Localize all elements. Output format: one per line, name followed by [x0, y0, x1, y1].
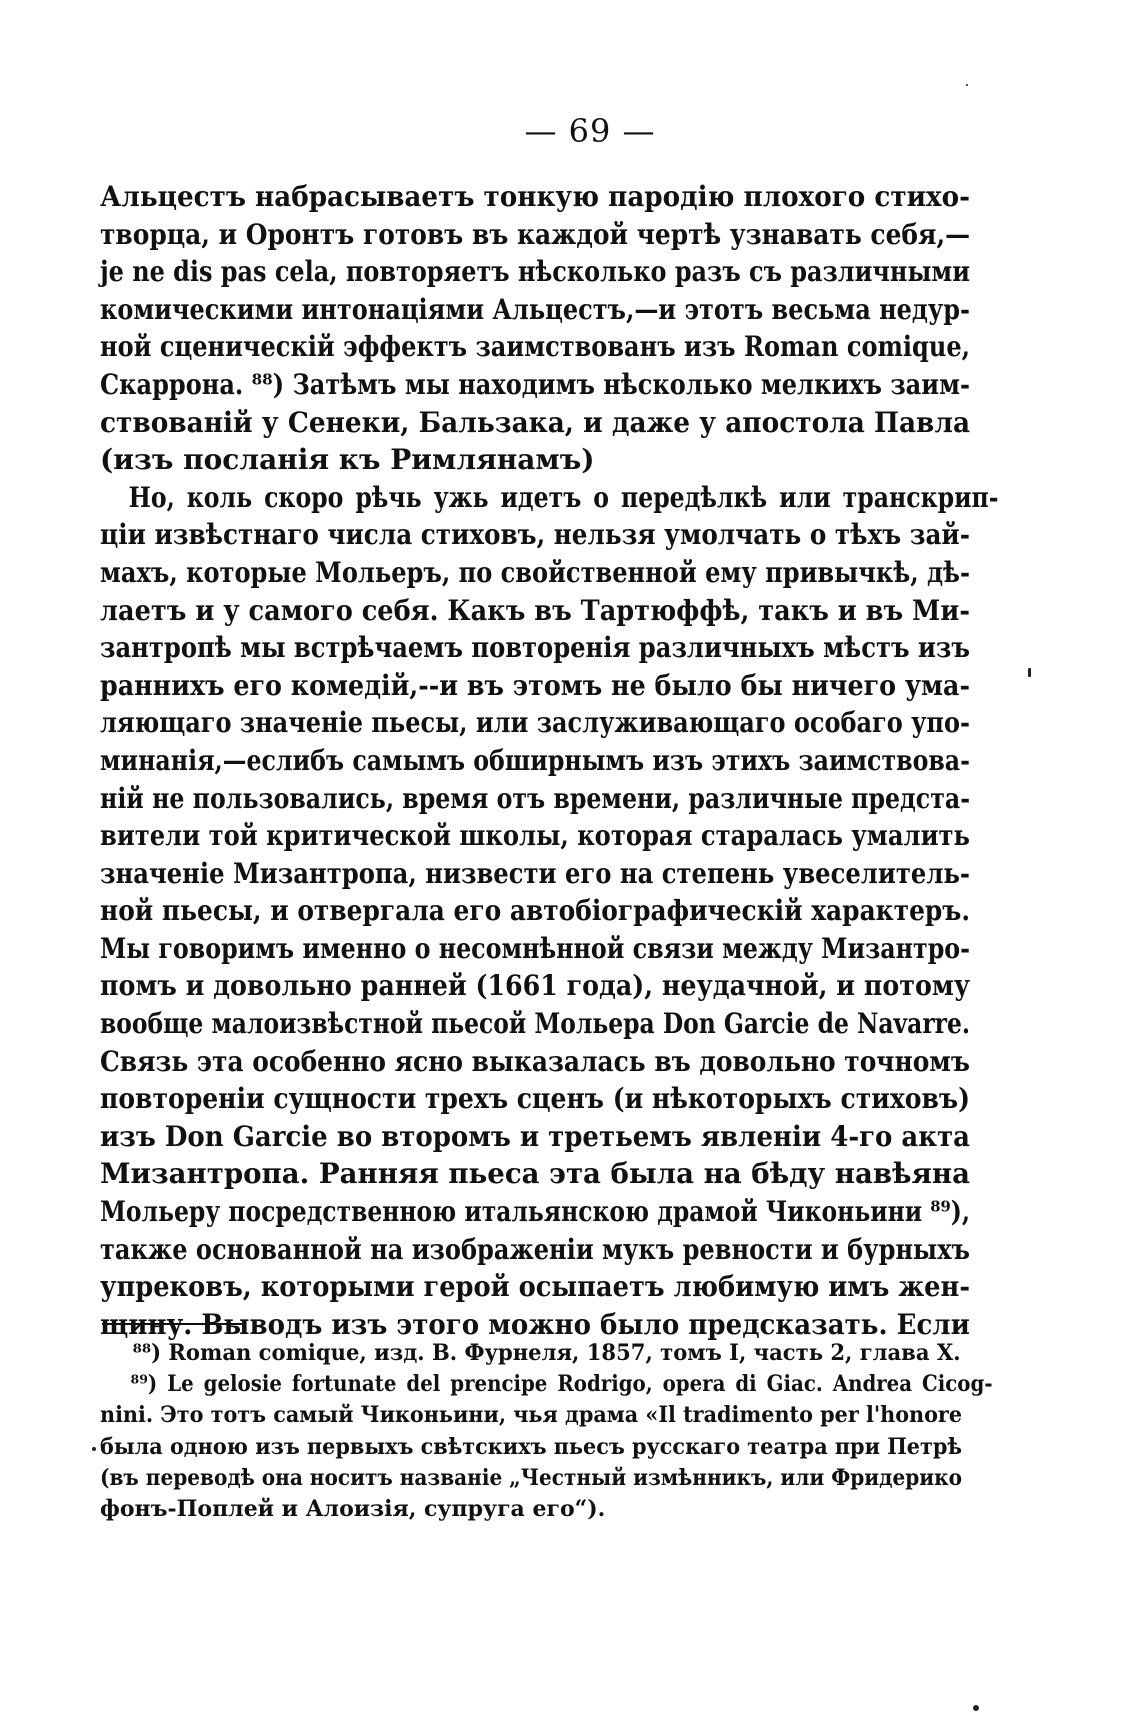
text-line: Мизантропа. Ранняя пьеса эта была на бѣду навѣяна [100, 1157, 970, 1191]
footnote-line: nini. Это тотъ самый Чиконьини, чья драма «Il tradimento per l'honore [100, 1402, 963, 1429]
text-line: махъ, которые Мольеръ, по свойственной ему привычкѣ, дѣ- [100, 555, 970, 589]
text-line: творца, и Оронтъ готовъ въ каждой чертѣ узнавать себя,— [100, 217, 971, 251]
text-line: Альцестъ набрасываетъ тонкую пародію плохого стихо- [100, 180, 971, 213]
text-line: упрековъ, которыми герой осыпаетъ любимую имъ жен- [100, 1270, 971, 1304]
footnote-divider [102, 1323, 242, 1325]
text-line: зантропѣ мы встрѣчаемъ повторенія различныхъ мѣстъ изъ [100, 631, 970, 665]
text-line: Мы говоримъ именно о несомнѣнной связи между Мизантро- [100, 931, 970, 965]
scan-speck [966, 84, 968, 86]
footnote-line: (въ переводѣ она носитъ названіе „Честный измѣнникъ, или Фридерико [100, 1464, 963, 1491]
scan-speck [973, 1705, 979, 1711]
text-line: щину. Выводъ изъ этого можно было предсказать. Если [100, 1307, 970, 1341]
text-line-paragraph-start: Но, коль скоро рѣчь ужь идетъ о передѣлкѣ или транскрип- [128, 480, 999, 514]
text-line: Скаррона. ⁸⁸) Затѣмъ мы находимъ нѣсколько мелкихъ заим- [100, 367, 970, 401]
text-line: ляющаго значеніе пьесы, или заслуживающаго особаго упо- [100, 706, 970, 740]
text-line: также основанной на изображеніи мукъ ревности и бурныхъ [100, 1232, 971, 1266]
footnotes [100, 1338, 993, 1525]
footnote-89: ⁸⁹) Le gelosie fortunate del prencipe Rodrigo, opera di Giac. Andrea Cicog- [130, 1371, 993, 1398]
text-line: комическими интонаціями Альцестъ,—и этотъ весьма недур- [100, 292, 971, 326]
text-line: je ne dis pas cela, повторяетъ нѣсколько разъ съ различными [100, 255, 970, 289]
text-line: значеніе Мизантропа, низвести его на степень увеселитель- [100, 856, 970, 890]
text-line: ціи извѣстнаго числа стиховъ, нельзя умолчать о тѣхъ зай- [100, 518, 970, 552]
text-line: повтореніи сущности трехъ сценъ (и нѣкоторыхъ стиховъ) [100, 1082, 970, 1116]
footnote-line: была одною изъ первыхъ свѣтскихъ пьесъ русскаго театра при Петрѣ [100, 1433, 962, 1460]
text-line: лаетъ и у самого себя. Какъ въ Тартюффѣ, такъ и въ Ми- [100, 593, 970, 627]
text-line: раннихъ его комедій,--и въ этомъ не было бы ничего ума- [100, 668, 971, 702]
scan-speck [1028, 668, 1031, 677]
page-number: — 69 — [524, 112, 656, 150]
main-text [100, 178, 999, 1343]
footnote-88: ⁸⁸) Roman comique, изд. В. Фурнеля, 1857, томъ I, часть 2, глава X. [132, 1340, 961, 1366]
text-line: Связь эта особенно ясно выказалась въ довольно точномъ [100, 1044, 971, 1078]
text-line: Мольеру посредственною итальянскою драмой Чиконьини ⁸⁹), [100, 1195, 971, 1229]
text-line: помъ и довольно ранней (1661 года), неудачной, и потому [100, 969, 971, 1003]
text-line: минанія,—еслибъ самымъ обширнымъ изъ этихъ заимствова- [100, 743, 970, 777]
text-line: (изъ посланія къ Римлянамъ) [100, 443, 595, 477]
text-line: вители той критической школы, которая старалась умалить [100, 819, 970, 853]
scan-speck [92, 1447, 96, 1451]
text-line: изъ Don Garcie во второмъ и третьемъ явленіи 4-го акта [100, 1119, 971, 1153]
text-line: ной пьесы, и отвергала его автобіографическій характеръ. [100, 894, 971, 928]
text-line: ствованій у Сенеки, Бальзака, и даже у апостола Павла [100, 405, 971, 439]
footnote-line: фонъ-Поплей и Алоизія, супруга его“). [100, 1495, 606, 1522]
text-line: ной сценическій эффектъ заимствованъ изъ Roman comique, [100, 330, 971, 364]
text-line: вообще малоизвѣстной пьесой Мольера Don Garcie de Navarre. [100, 1007, 971, 1041]
text-line: ній не пользовались, время отъ времени, различные предста- [100, 781, 971, 815]
